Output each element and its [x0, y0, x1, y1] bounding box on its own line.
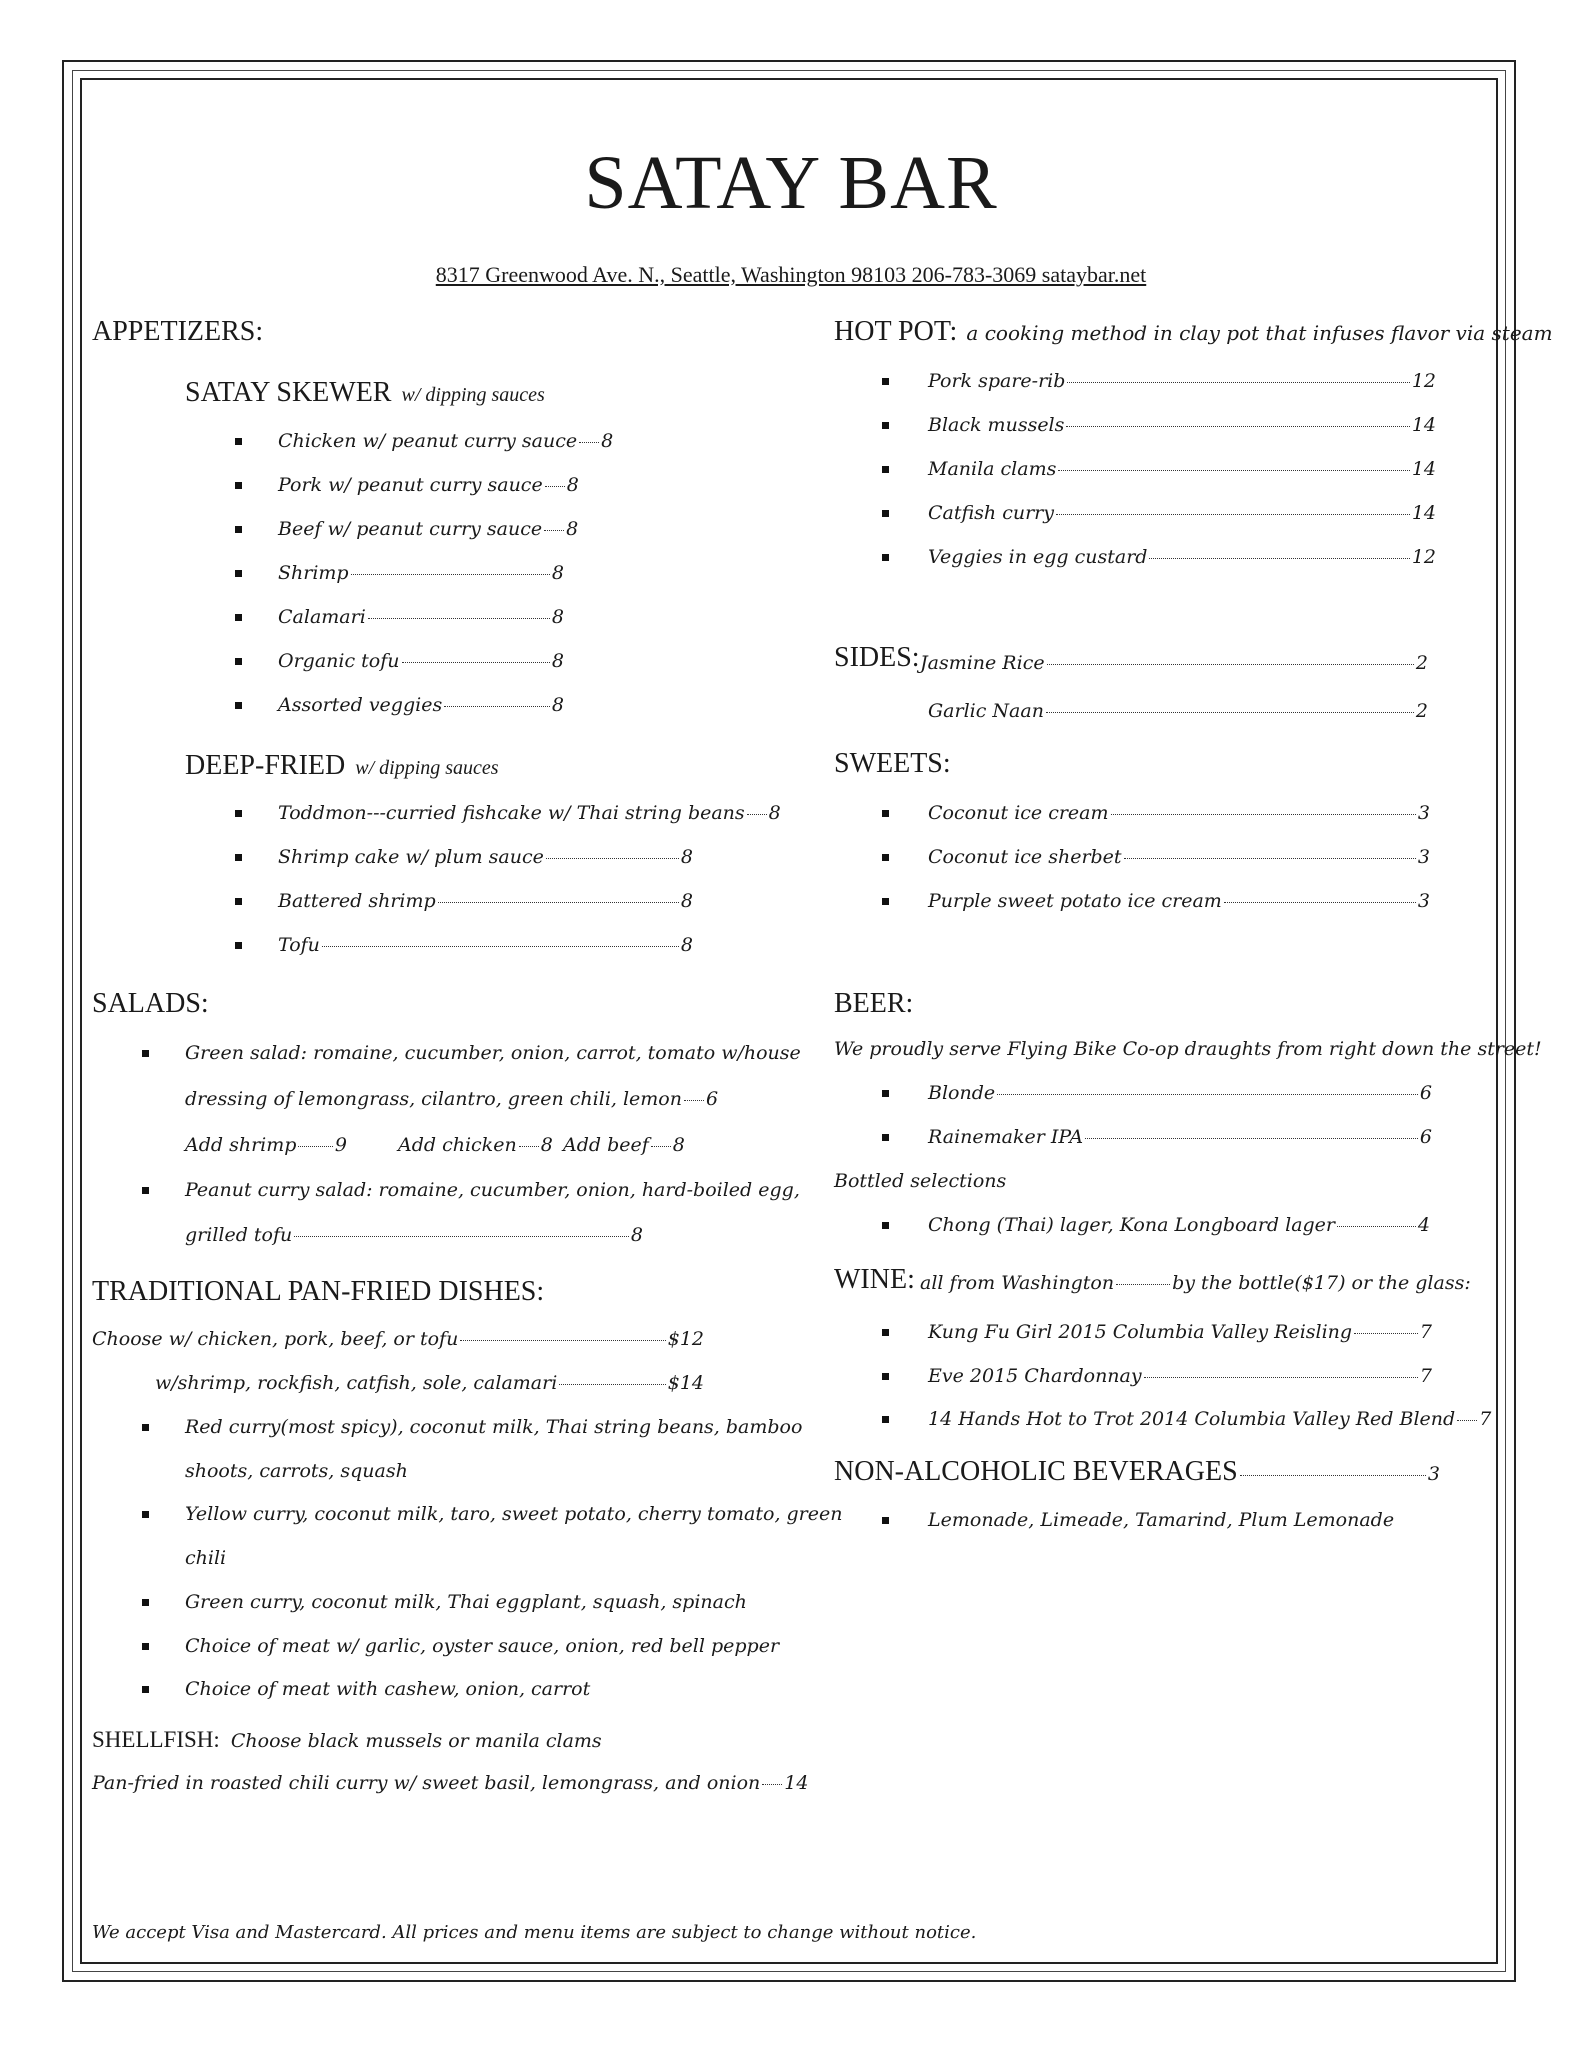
bullet-icon	[142, 1599, 149, 1606]
menu-item: Rainemaker IPA 6	[928, 1126, 1432, 1148]
menu-item: Kung Fu Girl 2015 Columbia Valley Reisling 7	[928, 1321, 1432, 1343]
bullet-icon	[882, 1329, 889, 1336]
bullet-icon	[882, 1134, 889, 1141]
non-alcoholic-heading: NON-ALCOHOLIC BEVERAGES 3	[834, 1456, 1440, 1487]
menu-item: Pork w/ peanut curry sauce 8	[278, 474, 579, 496]
menu-item: Chicken w/ peanut curry sauce 8	[278, 430, 614, 452]
restaurant-address[interactable]: 8317 Greenwood Ave. N., Seattle, Washington 98103 206-783-3069 sataybar.net	[435, 262, 1147, 287]
wine-title: WINE:	[834, 1264, 915, 1295]
shellfish-title: SHELLFISH:	[92, 1727, 220, 1752]
pan-fried-seafood: w/shrimp, rockfish, catfish, sole, calamari $14	[155, 1372, 704, 1394]
yellow-curry-line1: Yellow curry, coconut milk, taro, sweet potato, cherry tomato, green	[185, 1503, 843, 1525]
red-curry-line1: Red curry(most spicy), coconut milk, Thai string beans, bamboo	[185, 1416, 803, 1438]
menu-item: Shrimp 8	[278, 562, 564, 584]
menu-item: Tofu 8	[278, 934, 693, 956]
peanut-salad-line1: Peanut curry salad: romaine, cucumber, onion, hard-boiled egg,	[185, 1179, 800, 1201]
bullet-icon	[882, 510, 889, 517]
bullet-icon	[882, 854, 889, 861]
deep-fried-title: DEEP-FRIED	[185, 750, 346, 781]
menu-item: Catfish curry 14	[928, 502, 1436, 524]
menu-item: Manila clams 14	[928, 458, 1436, 480]
bullet-icon	[235, 614, 242, 621]
bullet-icon	[235, 702, 242, 709]
hot-pot-title: HOT POT:	[834, 316, 958, 347]
bullet-icon	[235, 942, 242, 949]
salads-heading: SALADS:	[92, 988, 209, 1019]
yellow-curry-line2: chili	[185, 1547, 227, 1569]
bullet-icon	[882, 466, 889, 473]
bullet-icon	[235, 526, 242, 533]
hot-pot-heading	[834, 316, 1553, 348]
menu-item: Garlic Naan 2	[928, 700, 1428, 722]
menu-item: Blonde 6	[928, 1082, 1432, 1104]
menu-item: Pork spare-rib 12	[928, 370, 1436, 392]
add-beef: Add beef 8	[563, 1134, 685, 1156]
bullet-icon	[235, 482, 242, 489]
satay-skewer-title: SATAY SKEWER	[185, 377, 392, 408]
menu-item: Organic tofu 8	[278, 650, 564, 672]
shellfish-desc: Pan-fried in roasted chili curry w/ sweet basil, lemongrass, and onion 14	[92, 1772, 809, 1794]
cashew-dish: Choice of meat with cashew, onion, carrot	[185, 1678, 591, 1700]
menu-item: Veggies in egg custard 12	[928, 546, 1436, 568]
bullet-icon	[235, 898, 242, 905]
green-curry: Green curry, coconut milk, Thai eggplant, squash, spinach	[185, 1591, 747, 1613]
bullet-icon	[882, 898, 889, 905]
bullet-icon	[235, 438, 242, 445]
menu-item: Eve 2015 Chardonnay 7	[928, 1365, 1432, 1387]
bullet-icon	[882, 1416, 889, 1423]
restaurant-title: SATAY BAR	[584, 141, 998, 225]
beer-heading: BEER:	[834, 988, 914, 1019]
deep-fried-heading	[185, 750, 499, 782]
bullet-icon	[142, 1424, 149, 1431]
bullet-icon	[882, 1517, 889, 1524]
bullet-icon	[882, 554, 889, 561]
satay-skewer-note: w/ dipping sauces	[401, 384, 545, 406]
satay-skewer-heading	[185, 377, 545, 409]
bullet-icon	[235, 570, 242, 577]
menu-item: Battered shrimp 8	[278, 890, 693, 912]
bullet-icon	[882, 422, 889, 429]
shellfish-note: Choose black mussels or manila clams	[230, 1730, 602, 1752]
menu-item: Chong (Thai) lager, Kona Longboard lager 4	[928, 1214, 1430, 1236]
shellfish-heading	[92, 1727, 602, 1753]
bullet-icon	[882, 1090, 889, 1097]
appetizers-heading: APPETIZERS:	[92, 316, 264, 347]
sweets-heading: SWEETS:	[834, 748, 951, 779]
green-salad-line2: dressing of lemongrass, cilantro, green chili, lemon 6	[185, 1088, 719, 1110]
bullet-icon	[142, 1511, 149, 1518]
bullet-icon	[235, 658, 242, 665]
menu-item: Beef w/ peanut curry sauce 8	[278, 518, 579, 540]
bullet-icon	[142, 1050, 149, 1057]
bullet-icon	[882, 810, 889, 817]
bottled-label: Bottled selections	[834, 1170, 1007, 1192]
menu-item: Purple sweet potato ice cream 3	[928, 890, 1430, 912]
menu-item: Toddmon---curried fishcake w/ Thai string beans 8	[278, 802, 781, 824]
menu-item: Jasmine Rice 2	[920, 652, 1428, 674]
menu-item: Assorted veggies 8	[278, 694, 564, 716]
footer-note: We accept Visa and Mastercard. All prices and menu items are subject to change without notice.	[92, 1922, 977, 1943]
pan-fried-heading: TRADITIONAL PAN-FRIED DISHES:	[92, 1276, 545, 1307]
garlic-dish: Choice of meat w/ garlic, oyster sauce, onion, red bell pepper	[185, 1635, 780, 1657]
menu-item: Coconut ice cream 3	[928, 802, 1430, 824]
bullet-icon	[142, 1686, 149, 1693]
hot-pot-note: a cooking method in clay pot that infuses flavor via steam	[966, 321, 1553, 345]
menu-item: Coconut ice sherbet 3	[928, 846, 1430, 868]
menu-item: 14 Hands Hot to Trot 2014 Columbia Valley Red Blend 7	[928, 1408, 1492, 1430]
add-chicken: Add chicken 8	[398, 1134, 553, 1156]
green-salad-line1: Green salad: romaine, cucumber, onion, carrot, tomato w/house	[185, 1042, 801, 1064]
wine-heading	[834, 1264, 915, 1296]
bullet-icon	[142, 1187, 149, 1194]
add-shrimp: Add shrimp 9	[185, 1134, 347, 1156]
bullet-icon	[882, 378, 889, 385]
menu-item: Shrimp cake w/ plum sauce 8	[278, 846, 693, 868]
bullet-icon	[235, 810, 242, 817]
bullet-icon	[882, 1373, 889, 1380]
deep-fried-note: w/ dipping sauces	[355, 757, 499, 779]
sides-heading: SIDES:	[834, 642, 920, 673]
red-curry-line2: shoots, carrots, squash	[185, 1460, 408, 1482]
non-alcoholic-items: Lemonade, Limeade, Tamarind, Plum Lemonade	[928, 1509, 1395, 1531]
bullet-icon	[235, 854, 242, 861]
menu-item: Calamari 8	[278, 606, 564, 628]
wine-note: all from Washington by the bottle($17) or the glass:	[920, 1272, 1471, 1294]
bullet-icon	[882, 1222, 889, 1229]
pan-fried-choose: Choose w/ chicken, pork, beef, or tofu $12	[92, 1328, 704, 1350]
beer-intro: We proudly serve Flying Bike Co-op draughts from right down the street!	[834, 1038, 1542, 1060]
peanut-salad-line2: grilled tofu 8	[185, 1224, 643, 1246]
bullet-icon	[142, 1643, 149, 1650]
menu-item: Black mussels 14	[928, 414, 1436, 436]
